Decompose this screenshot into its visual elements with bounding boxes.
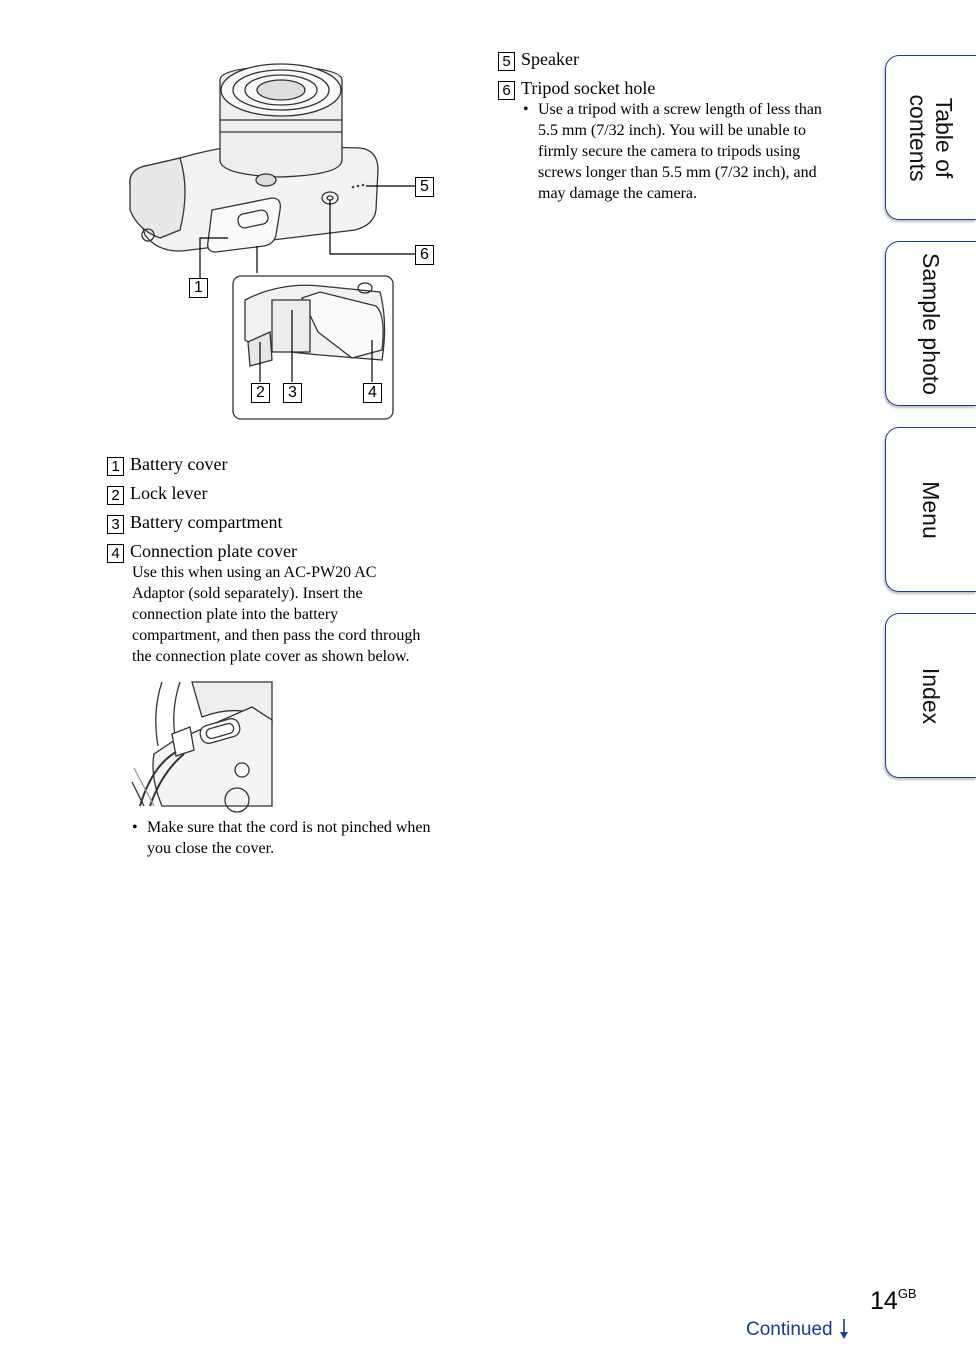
tab-sample-photo-label: Sample photo: [918, 252, 944, 395]
tripod-note-line: firmly secure the camera to tripods using: [538, 143, 801, 160]
item-number: 2: [107, 486, 124, 505]
list-item-lock-lever: [107, 479, 467, 508]
item-label: Battery compartment: [130, 512, 283, 532]
right-parts-list: [498, 45, 868, 204]
camera-illustration: [120, 60, 440, 425]
arrow-down-icon: [838, 1317, 850, 1341]
tab-menu[interactable]: [885, 427, 976, 592]
tab-table-of-contents[interactable]: [885, 55, 976, 220]
cord-illustration: [132, 682, 276, 806]
tab-menu-label: Menu: [918, 480, 944, 539]
tripod-note: [498, 99, 868, 204]
tripod-note-line: screws longer than 5.5 mm (7/32 inch), and: [538, 164, 817, 181]
connection-plate-description: [107, 562, 467, 667]
page-number-value: 14: [870, 1287, 898, 1315]
tripod-note-line: 5.5 mm (7/32 inch). You will be unable to: [538, 122, 806, 139]
camera-bottom-drawing: [120, 60, 440, 425]
tab-label-line: Table of: [931, 97, 957, 178]
callout-4: 4: [363, 383, 382, 403]
continued-link[interactable]: [746, 1317, 850, 1342]
list-item-battery-compartment: [107, 508, 467, 537]
cord-note-line: Make sure that the cord is not pinched when: [147, 819, 431, 836]
tab-table-of-contents-label: [905, 94, 957, 181]
item-number: 5: [498, 52, 515, 71]
tab-index[interactable]: [885, 613, 976, 778]
description-line: Adaptor (sold separately). Insert the: [132, 585, 363, 602]
item-number: 3: [107, 515, 124, 534]
list-item-battery-cover: [107, 450, 467, 479]
left-parts-list: [107, 450, 467, 667]
page-number-suffix: GB: [897, 1286, 917, 1301]
item-number: 6: [498, 81, 515, 100]
callout-2: 2: [251, 383, 270, 403]
tripod-note-line: Use a tripod with a screw length of less than: [538, 101, 822, 118]
description-line: connection plate into the battery: [132, 606, 339, 623]
description-line: Use this when using an AC-PW20 AC: [132, 564, 377, 581]
item-number: 4: [107, 544, 124, 563]
cord-note-line: you close the cover.: [147, 840, 275, 857]
tab-label-line: contents: [905, 94, 931, 181]
item-label: Battery cover: [130, 454, 228, 474]
bullet-glyph: •: [132, 819, 138, 836]
callout-5: 5: [415, 177, 434, 197]
item-label: Tripod socket hole: [521, 78, 656, 98]
item-label: Speaker: [521, 49, 579, 69]
item-label: Lock lever: [130, 483, 208, 503]
callout-1: 1: [189, 278, 208, 298]
tripod-note-line: may damage the camera.: [538, 185, 698, 202]
bullet-glyph: •: [523, 101, 529, 118]
callout-3: 3: [283, 383, 302, 403]
continued-label: Continued: [746, 1319, 833, 1340]
cord-drawing: [132, 682, 276, 806]
tab-sample-photo[interactable]: [885, 241, 976, 406]
tab-index-label: Index: [918, 667, 944, 724]
list-item-speaker: [498, 45, 868, 74]
item-number: 1: [107, 457, 124, 476]
page-number: [870, 1279, 917, 1316]
callout-6: 6: [415, 245, 434, 265]
item-label: Connection plate cover: [130, 541, 297, 561]
cord-note: [132, 817, 487, 859]
description-line: the connection plate cover as shown below.: [132, 648, 410, 665]
description-line: compartment, and then pass the cord through: [132, 627, 421, 644]
